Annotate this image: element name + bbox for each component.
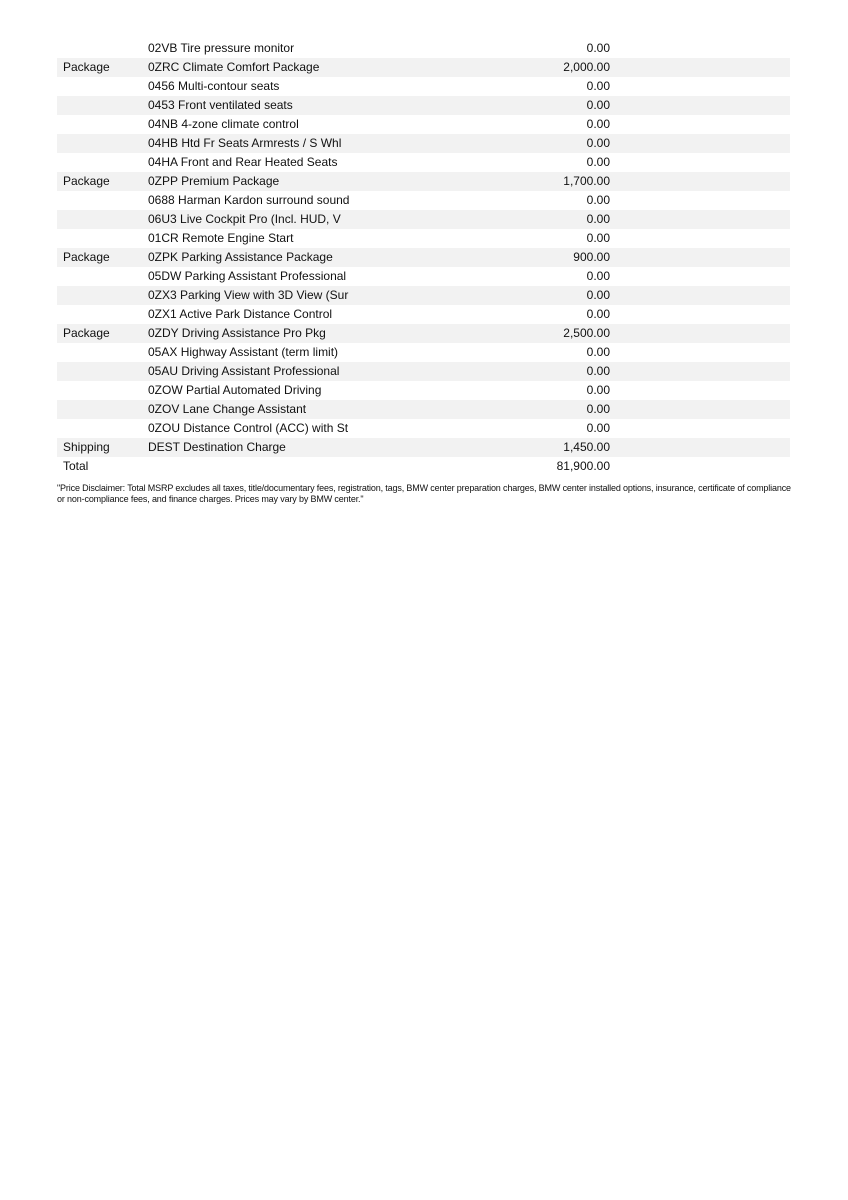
row-price: 0.00 (586, 136, 610, 150)
row-price: 0.00 (586, 117, 610, 131)
row-price: 1,450.00 (563, 440, 610, 454)
table-row (57, 134, 790, 153)
table-row (57, 305, 790, 324)
table-row (57, 153, 790, 172)
row-price: 0.00 (586, 383, 610, 397)
row-price: 81,900.00 (556, 459, 610, 473)
row-item: 05DW Parking Assistant Professional (148, 269, 347, 283)
row-price: 0.00 (586, 212, 610, 226)
price-disclaimer: "Price Disclaimer: Total MSRP excludes all taxes, title/documentary fees, registration, tags, BMW center preparation charges, BMW center installed options, insurance, certificate of compliance or non-compliance fees, and finance charges. Prices may vary by BMW center." (57, 483, 791, 504)
row-price: 0.00 (586, 364, 610, 378)
table-row (57, 191, 790, 210)
row-price: 0.00 (586, 231, 610, 245)
row-item: 0453 Front ventilated seats (148, 98, 293, 112)
row-item: 0ZX1 Active Park Distance Control (148, 307, 333, 321)
table-row (57, 248, 790, 267)
table-row (57, 362, 790, 381)
row-item: 0688 Harman Kardon surround sound (148, 193, 350, 207)
table-row (57, 324, 790, 343)
table-row (57, 229, 790, 248)
row-item: 0456 Multi-contour seats (148, 79, 280, 93)
row-price: 0.00 (586, 79, 610, 93)
table-row (57, 77, 790, 96)
row-price: 0.00 (586, 402, 610, 416)
table-row (57, 96, 790, 115)
row-price: 0.00 (586, 98, 610, 112)
row-category: Total (63, 459, 89, 473)
row-price: 2,000.00 (563, 60, 610, 74)
row-price: 900.00 (573, 250, 610, 264)
table-row (57, 400, 790, 419)
table-row (57, 343, 790, 362)
row-item: 04HA Front and Rear Heated Seats (148, 155, 338, 169)
table-row (57, 286, 790, 305)
row-item: 05AU Driving Assistant Professional (148, 364, 340, 378)
row-item: 02VB Tire pressure monitor (148, 41, 295, 55)
row-item: 0ZPP Premium Package (148, 174, 280, 188)
row-item: DEST Destination Charge (148, 440, 286, 454)
table-row (57, 267, 790, 286)
table-row-shipping (57, 438, 790, 457)
table-row (57, 58, 790, 77)
table-row (57, 419, 790, 438)
table-row (57, 210, 790, 229)
row-category: Package (63, 250, 110, 264)
row-item: 01CR Remote Engine Start (148, 231, 294, 245)
table-row (57, 172, 790, 191)
table-row (57, 115, 790, 134)
vehicle-options-table (57, 39, 790, 476)
row-category: Package (63, 174, 110, 188)
row-item: 0ZOW Partial Automated Driving (148, 383, 322, 397)
row-item: 04NB 4-zone climate control (148, 117, 299, 131)
row-item: 0ZOV Lane Change Assistant (148, 402, 307, 416)
row-item: 0ZOU Distance Control (ACC) with St (148, 421, 349, 435)
row-price: 0.00 (586, 345, 610, 359)
row-price: 0.00 (586, 307, 610, 321)
row-price: 0.00 (586, 41, 610, 55)
row-price: 0.00 (586, 155, 610, 169)
row-price: 0.00 (586, 288, 610, 302)
row-price: 0.00 (586, 193, 610, 207)
row-price: 2,500.00 (563, 326, 610, 340)
row-price: 0.00 (586, 421, 610, 435)
row-item: 05AX Highway Assistant (term limit) (148, 345, 339, 359)
row-price: 0.00 (586, 269, 610, 283)
table-row (57, 39, 790, 58)
table-row (57, 381, 790, 400)
row-item: 04HB Htd Fr Seats Armrests / S Whl (148, 136, 342, 150)
row-category: Shipping (63, 440, 110, 454)
table-row-total (57, 457, 790, 476)
row-price: 1,700.00 (563, 174, 610, 188)
row-item: 06U3 Live Cockpit Pro (Incl. HUD, V (148, 212, 341, 226)
row-item: 0ZPK Parking Assistance Package (148, 250, 333, 264)
row-item: 0ZDY Driving Assistance Pro Pkg (148, 326, 326, 340)
row-category: Package (63, 60, 110, 74)
row-item: 0ZX3 Parking View with 3D View (Sur (148, 288, 349, 302)
row-category: Package (63, 326, 110, 340)
row-item: 0ZRC Climate Comfort Package (148, 60, 320, 74)
